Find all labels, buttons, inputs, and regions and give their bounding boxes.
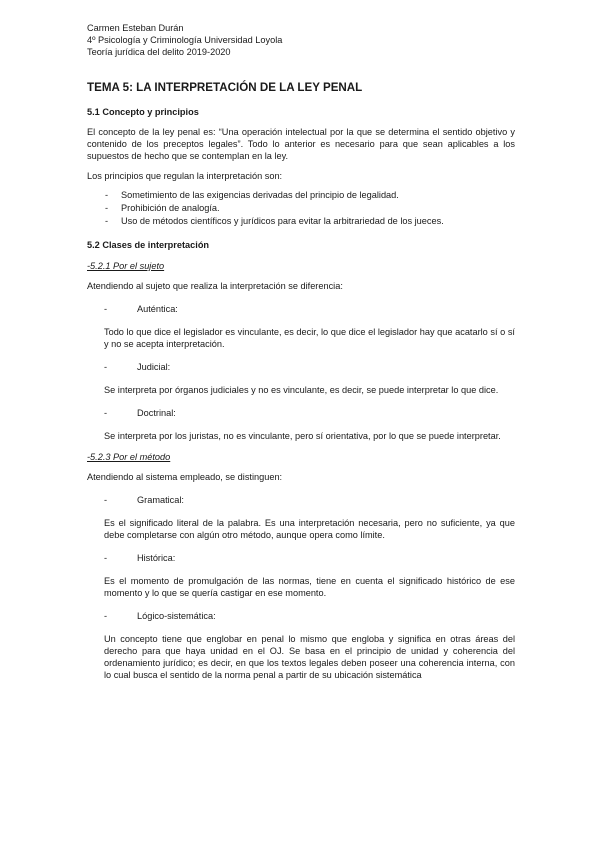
item-judicial	[104, 361, 515, 373]
bullet-dash: -	[104, 611, 108, 621]
concept-paragraph: El concepto de la ley penal es: “Una operación intelectual por la que se determina el sentido objetivo y contenido de los preceptos legales”. Todo lo anterior es necesario para que sean aplicables a los supuestos de hecho que se contemplan en la ley.	[87, 127, 515, 161]
subsection-por-el-metodo: -5.2.3 Por el método	[87, 452, 171, 462]
principles-intro: Los principios que regulan la interpretación son:	[87, 171, 283, 181]
subsection-por-el-sujeto: -5.2.1 Por el sujeto	[87, 261, 165, 271]
header-course: 4º Psicología y Criminología Universidad Loyola	[87, 35, 283, 45]
bullet-dash: -	[105, 216, 109, 226]
sujeto-intro: Atendiendo al sujeto que realiza la interpretación se diferencia:	[87, 281, 343, 291]
item-label: Gramatical:	[137, 495, 184, 505]
bullet-dash: -	[104, 408, 108, 418]
item-doctrinal	[104, 407, 515, 419]
section-5-2-heading: 5.2 Clases de interpretación	[87, 240, 210, 250]
list-item-text: Uso de métodos científicos y jurídicos para evitar la arbitrariedad de los jueces.	[121, 216, 444, 226]
list-item	[87, 189, 515, 202]
historica-text: Es el momento de promulgación de las normas, tiene en cuenta el significado histórico de ese momento y lo que se quería castigar en ese momento.	[104, 576, 515, 598]
metodo-intro: Atendiendo al sistema empleado, se distinguen:	[87, 472, 283, 482]
doctrinal-text: Se interpreta por los juristas, no es vinculante, pero sí orientativa, por lo que se puede interpretar.	[104, 431, 501, 441]
logico-sistematica-text: Un concepto tiene que englobar en penal lo mismo que engloba y significa en otras áreas del derecho para que haya unidad en el OJ. Se basa en el principio de unidad y coherencia del ordenamiento jurídico; es decir, en que los textos legales deben poseer una coherencia interna, con lo cual busca el sentido de la norma penal a partir de su ubicación sistemática	[104, 634, 515, 680]
item-historica	[104, 552, 515, 564]
judicial-text: Se interpreta por órganos judiciales y no es vinculante, es decir, se puede interpretar lo que dice.	[104, 385, 499, 395]
bullet-dash: -	[105, 190, 109, 200]
document-title: TEMA 5: LA INTERPRETACIÓN DE LA LEY PENAL	[87, 81, 363, 94]
header-subject: Teoría jurídica del delito 2019-2020	[87, 47, 231, 57]
item-label: Judicial:	[137, 362, 171, 372]
list-item-text: Prohibición de analogía.	[121, 203, 220, 213]
section-5-1-heading: 5.1 Concepto y principios	[87, 107, 199, 117]
bullet-dash: -	[105, 203, 109, 213]
list-item	[87, 202, 515, 215]
item-label: Doctrinal:	[137, 408, 176, 418]
bullet-dash: -	[104, 495, 108, 505]
bullet-dash: -	[104, 304, 108, 314]
gramatical-text: Es el significado literal de la palabra. Es una interpretación necesaria, pero no suficiente, ya que debe completarse con algún otro método, aunque opera como límite.	[104, 518, 515, 540]
bullet-dash: -	[104, 553, 108, 563]
item-logico-sistematica	[104, 610, 515, 622]
autentica-text: Todo lo que dice el legislador es vinculante, es decir, lo que dice el legislador hay que acatarlo sí o sí y no se acepta interpretación.	[104, 327, 515, 349]
item-label: Histórica:	[137, 553, 176, 563]
item-autentica	[104, 303, 515, 315]
item-label: Auténtica:	[137, 304, 178, 314]
list-item-text: Sometimiento de las exigencias derivadas del principio de legalidad.	[121, 190, 399, 200]
item-label: Lógico-sistemática:	[137, 611, 216, 621]
list-item	[87, 215, 515, 228]
document-page	[87, 22, 515, 681]
header-author: Carmen Esteban Durán	[87, 23, 184, 33]
item-gramatical	[104, 494, 515, 506]
bullet-dash: -	[104, 362, 108, 372]
principles-list	[87, 189, 515, 228]
